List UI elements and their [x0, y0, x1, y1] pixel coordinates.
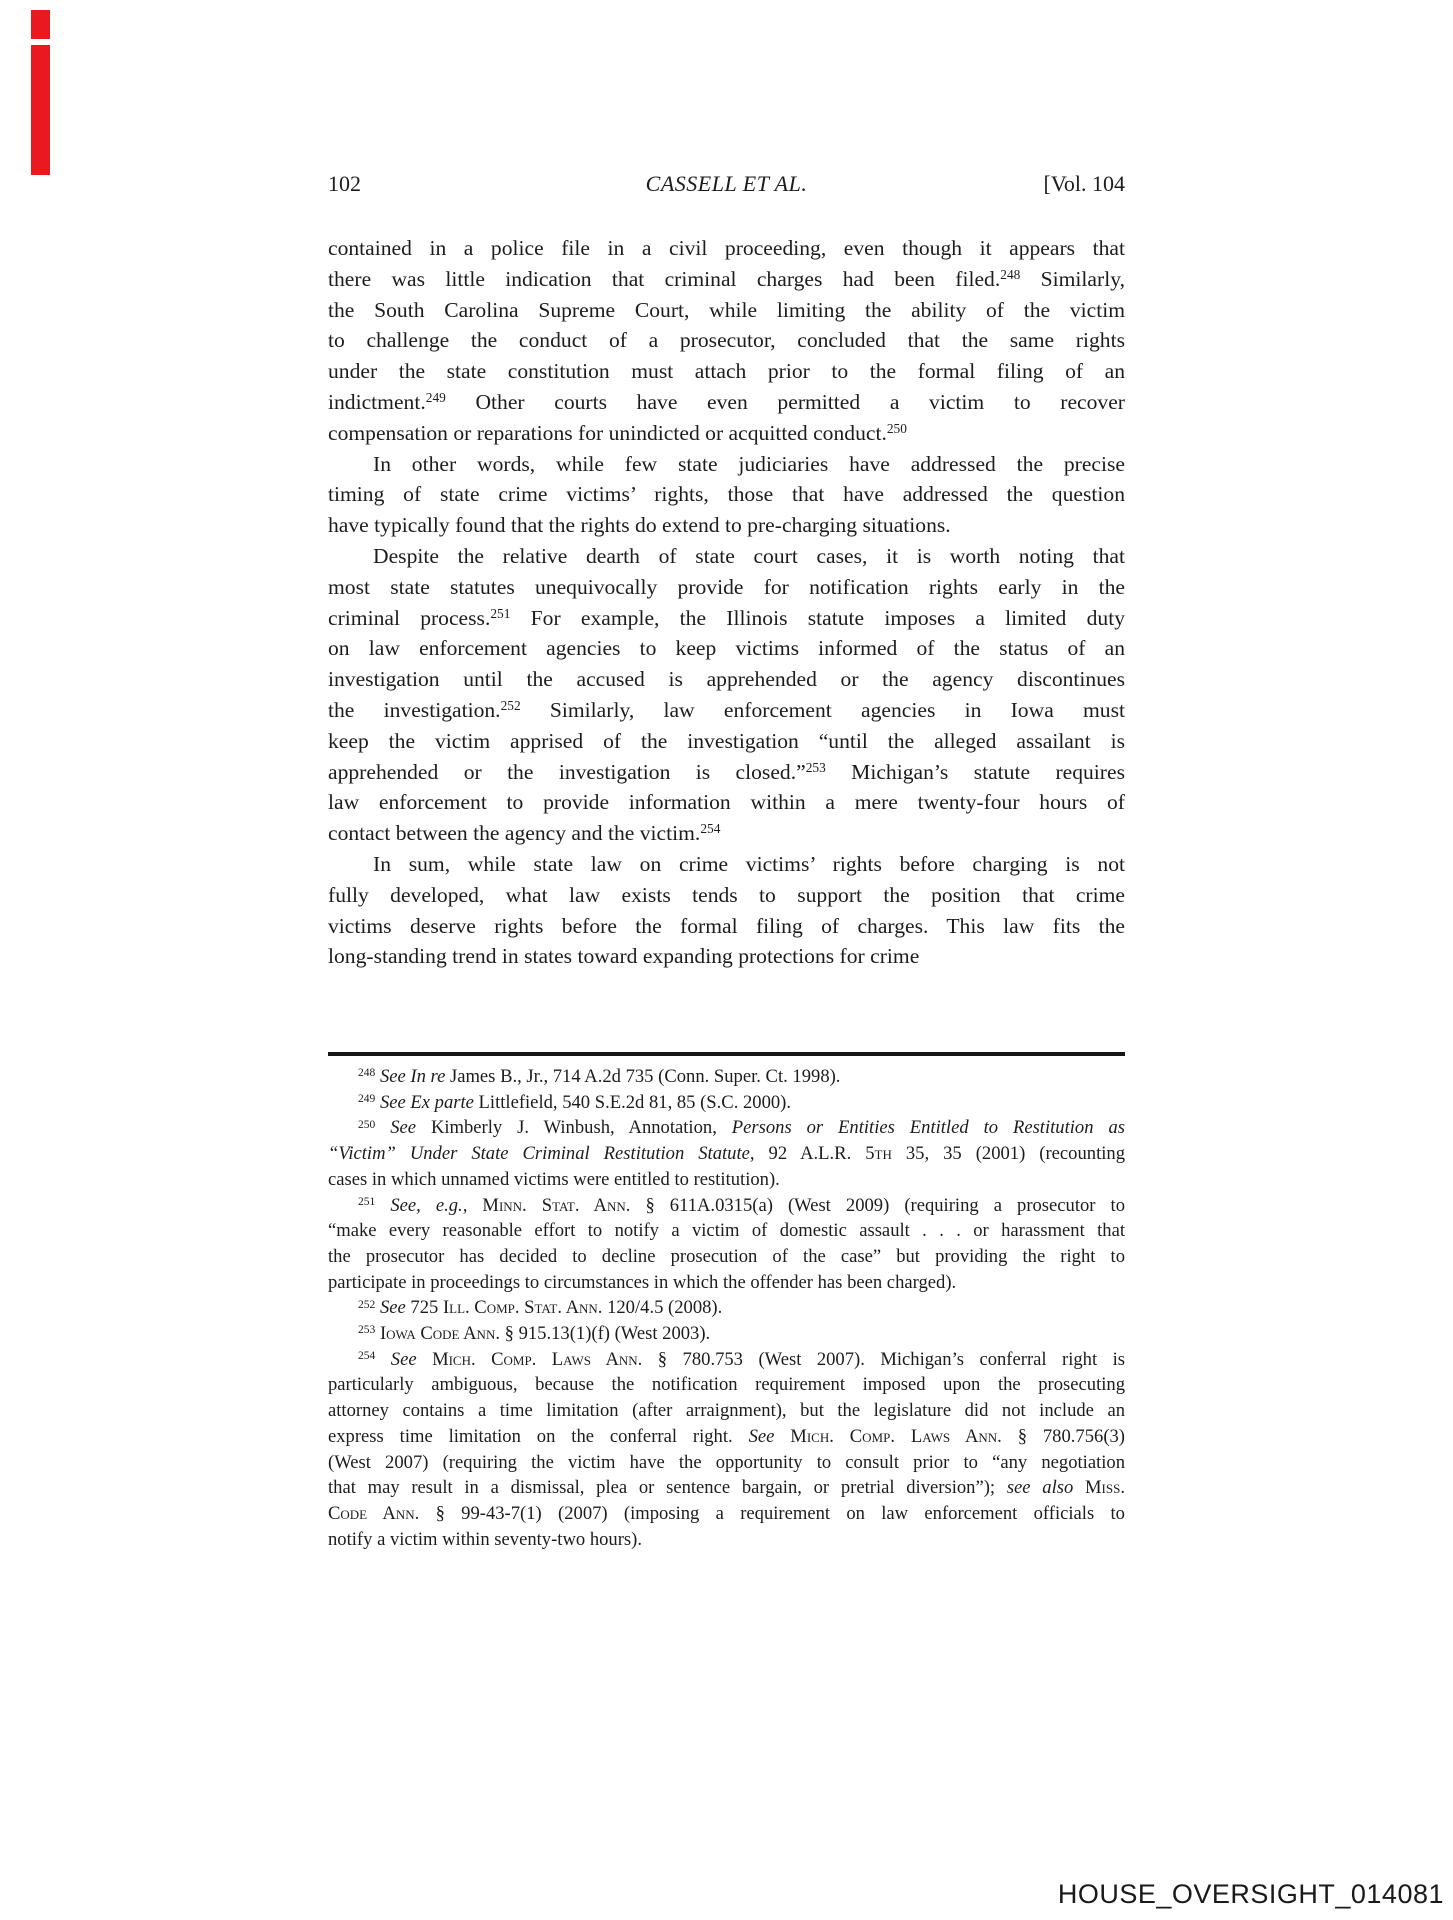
footnote	[328, 1064, 1125, 1090]
text-segment	[417, 1349, 432, 1370]
text-segment	[375, 1349, 390, 1370]
text-segment: “make every reasonable effort to notify a victim of domestic assault . . . or harassment that	[328, 1220, 1125, 1242]
text-segment: there was little indication that criminal charges had been filed.	[328, 266, 1001, 291]
red-annotation-mark-large	[31, 45, 50, 175]
text-line	[328, 418, 1125, 449]
text-segment	[375, 1117, 390, 1138]
text-line	[328, 510, 1125, 541]
text-segment: See	[379, 1297, 406, 1319]
text-segment: Iowa Code Ann.	[379, 1323, 500, 1345]
text-line	[328, 911, 1125, 942]
text-segment: See, e.g.,	[390, 1194, 468, 1216]
text-line	[328, 1115, 1125, 1141]
text-segment: particularly ambiguous, because the notification requirement imposed upon the prosecuting	[328, 1374, 1125, 1396]
superscript-number: 250	[886, 421, 907, 437]
text-segment: Michigan’s statute requires	[825, 759, 1125, 784]
text-line	[328, 787, 1125, 818]
text-segment: , 92 A.L.R. 5	[749, 1143, 875, 1165]
text-segment: 35, 35 (2001) (recounting	[891, 1143, 1125, 1165]
superscript-number: 251	[358, 1195, 376, 1208]
text-segment: investigation until the accused is apprehended or the agency discontinues	[328, 667, 1125, 692]
text-segment: law enforcement to provide information within a mere twenty-four hours of	[328, 790, 1125, 815]
text-line	[328, 603, 1125, 634]
text-line	[328, 1321, 1125, 1347]
text-line	[328, 264, 1125, 295]
body-paragraph	[328, 449, 1125, 541]
text-segment: James B., Jr., 714 A.2d 735 (Conn. Super. Ct. 1998).	[445, 1066, 841, 1087]
text-segment: contained in a police file in a civil proceeding, even though it appears that	[328, 236, 1125, 260]
text-segment: to challenge the conduct of a prosecutor, concluded that the same rights	[328, 328, 1125, 353]
text-segment: long-standing trend in states toward expanding protections for crime	[328, 944, 920, 969]
text-segment: the prosecutor has decided to decline prosecution of the case” but providing the right to	[328, 1245, 1125, 1267]
text-line	[328, 541, 1125, 572]
text-line	[328, 818, 1125, 849]
text-segment: compensation or reparations for unindicted or acquitted conduct.	[328, 420, 887, 445]
text-line	[328, 387, 1125, 418]
text-line	[328, 1347, 1125, 1373]
text-line	[328, 880, 1125, 911]
text-segment: See	[390, 1348, 417, 1370]
footnote	[328, 1090, 1125, 1116]
footnotes	[328, 1064, 1125, 1552]
text-segment: Similarly, law enforcement agencies in Iowa must	[520, 697, 1126, 722]
body-paragraph	[328, 849, 1125, 972]
footnote	[328, 1193, 1125, 1296]
text-segment: § 915.13(1)(f) (West 2003).	[499, 1323, 711, 1345]
text-segment: have typically found that the rights do extend to pre-charging situations.	[328, 513, 951, 538]
text-segment: Similarly,	[1020, 266, 1125, 291]
text-line	[328, 325, 1125, 356]
superscript-number: 251	[490, 605, 511, 621]
text-segment: Miss.	[1085, 1477, 1125, 1499]
text-line	[328, 1167, 1125, 1193]
footnote	[328, 1321, 1125, 1347]
text-line	[328, 1450, 1125, 1476]
text-segment	[375, 1195, 390, 1216]
text-segment: Despite the relative dearth of state court cases, it is worth noting that	[373, 543, 1125, 568]
superscript-number: 253	[805, 759, 826, 775]
text-line	[328, 941, 1125, 972]
text-segment: Minn. Stat. Ann.	[482, 1194, 631, 1216]
text-segment: timing of state crime victims’ rights, those that have addressed the question	[328, 482, 1125, 507]
superscript-number: 248	[1000, 267, 1021, 283]
text-segment: § 780.756(3)	[1001, 1425, 1125, 1447]
text-line	[328, 233, 1125, 264]
text-segment: see also	[1006, 1477, 1074, 1499]
text-line	[328, 479, 1125, 510]
text-line	[328, 1141, 1125, 1167]
text-segment: See	[748, 1425, 775, 1447]
text-line	[328, 1527, 1125, 1553]
superscript-number: 249	[425, 390, 446, 406]
body-text	[328, 233, 1125, 972]
running-title: CASSELL ET AL.	[645, 171, 808, 196]
text-line	[328, 1218, 1125, 1244]
text-segment: § 780.753 (West 2007). Michigan’s conferral right is	[642, 1348, 1126, 1370]
text-line	[328, 1372, 1125, 1398]
text-segment: victims deserve rights before the formal filing of charges. This law fits the	[328, 913, 1125, 938]
text-segment: “Victim” Under State Criminal Restitution Statute	[328, 1143, 750, 1165]
page-header	[328, 171, 1125, 201]
text-segment: See In re	[379, 1066, 446, 1087]
text-segment: criminal process.	[328, 605, 491, 630]
text-segment: Code Ann.	[328, 1502, 420, 1524]
text-line	[328, 1295, 1125, 1321]
text-segment: most state statutes unequivocally provide for notification rights early in the	[328, 574, 1125, 599]
text-line	[328, 295, 1125, 326]
text-segment: § 99-43-7(1) (2007) (imposing a requirement on law enforcement officials to	[419, 1502, 1125, 1524]
footnote	[328, 1295, 1125, 1321]
text-line	[328, 695, 1125, 726]
text-segment	[467, 1195, 482, 1216]
superscript-number: 250	[358, 1118, 376, 1131]
page-number: 102	[328, 171, 361, 196]
text-segment: Ill. Comp. Stat. Ann.	[442, 1297, 603, 1319]
text-line	[328, 726, 1125, 757]
superscript-number: 254	[700, 821, 721, 837]
text-segment: participate in proceedings to circumstances in which the offender has been charged).	[328, 1271, 957, 1293]
text-segment: See	[390, 1117, 417, 1139]
text-line	[328, 1501, 1125, 1527]
text-segment: (West 2007) (requiring the victim have the opportunity to consult prior to “any negotiation	[328, 1451, 1125, 1473]
text-segment: Persons or Entities Entitled to Restitution as	[731, 1117, 1125, 1139]
footnote-separator	[328, 1052, 1125, 1056]
text-segment: 120/4.5 (2008).	[602, 1297, 723, 1319]
text-segment: notify a victim within seventy-two hours).	[328, 1528, 642, 1550]
text-segment: Mich. Comp. Laws Ann.	[432, 1348, 643, 1370]
text-line	[328, 1193, 1125, 1219]
text-line	[328, 664, 1125, 695]
text-segment: apprehended or the investigation is closed.”	[328, 759, 806, 784]
text-segment: 725	[405, 1297, 443, 1319]
text-segment: contact between the agency and the victim.	[328, 821, 701, 846]
body-paragraph	[328, 233, 1125, 449]
superscript-number: 248	[358, 1067, 376, 1080]
text-segment: § 611A.0315(a) (West 2009) (requiring a prosecutor to	[630, 1194, 1126, 1216]
text-segment: For example, the Illinois statute imposes a limited duty	[510, 605, 1125, 630]
text-line	[328, 1270, 1125, 1296]
text-segment: th	[874, 1143, 892, 1165]
text-line	[328, 1064, 1125, 1090]
text-segment: the investigation.	[328, 697, 501, 722]
superscript-number: 253	[358, 1324, 376, 1337]
volume-label: [Vol. 104	[1043, 171, 1125, 196]
text-line	[328, 849, 1125, 880]
red-annotation-mark-small	[31, 10, 50, 39]
superscript-number: 252	[358, 1298, 376, 1311]
text-line	[328, 633, 1125, 664]
text-segment: In sum, while state law on crime victims’ rights before charging is not	[373, 851, 1125, 876]
text-segment: In other words, while few state judiciaries have addressed the precise	[373, 451, 1125, 476]
text-line	[328, 1090, 1125, 1116]
text-line	[328, 1475, 1125, 1501]
text-segment: attorney contains a time limitation (after arraignment), but the legislature did not include an	[328, 1400, 1125, 1422]
text-segment: Kimberly J. Winbush, Annotation,	[416, 1117, 732, 1139]
text-line	[328, 757, 1125, 788]
superscript-number: 249	[358, 1092, 376, 1105]
text-segment: keep the victim apprised of the investigation “until the alleged assailant is	[328, 728, 1125, 753]
text-segment: that may result in a dismissal, plea or sentence bargain, or pretrial diversion”);	[328, 1477, 1007, 1499]
footnote	[328, 1347, 1125, 1553]
text-segment: on law enforcement agencies to keep victims informed of the status of an	[328, 636, 1125, 661]
text-segment	[774, 1426, 790, 1447]
text-segment: fully developed, what law exists tends to support the position that crime	[328, 882, 1125, 907]
text-segment: under the state constitution must attach prior to the formal filing of an	[328, 359, 1125, 384]
text-segment: Mich. Comp. Laws Ann.	[790, 1425, 1002, 1447]
text-line	[328, 1244, 1125, 1270]
superscript-number: 252	[500, 698, 521, 714]
superscript-number: 254	[358, 1349, 376, 1362]
text-segment: Littlefield, 540 S.E.2d 81, 85 (S.C. 2000).	[473, 1091, 792, 1113]
text-segment: Other courts have even permitted a victim to recover	[445, 389, 1125, 414]
body-paragraph	[328, 541, 1125, 849]
text-segment: express time limitation on the conferral right.	[328, 1425, 749, 1447]
bates-number: HOUSE_OVERSIGHT_014081	[1057, 1879, 1444, 1909]
text-segment	[1073, 1477, 1085, 1498]
text-line	[328, 356, 1125, 387]
text-segment: indictment.	[328, 389, 426, 414]
footnote	[328, 1115, 1125, 1192]
text-line	[328, 572, 1125, 603]
text-segment: cases in which unnamed victims were entitled to restitution).	[328, 1168, 780, 1190]
text-line	[328, 449, 1125, 480]
text-line	[328, 1424, 1125, 1450]
text-segment: the South Carolina Supreme Court, while limiting the ability of the victim	[328, 297, 1125, 322]
text-segment: See Ex parte	[379, 1091, 474, 1113]
text-line	[328, 1398, 1125, 1424]
